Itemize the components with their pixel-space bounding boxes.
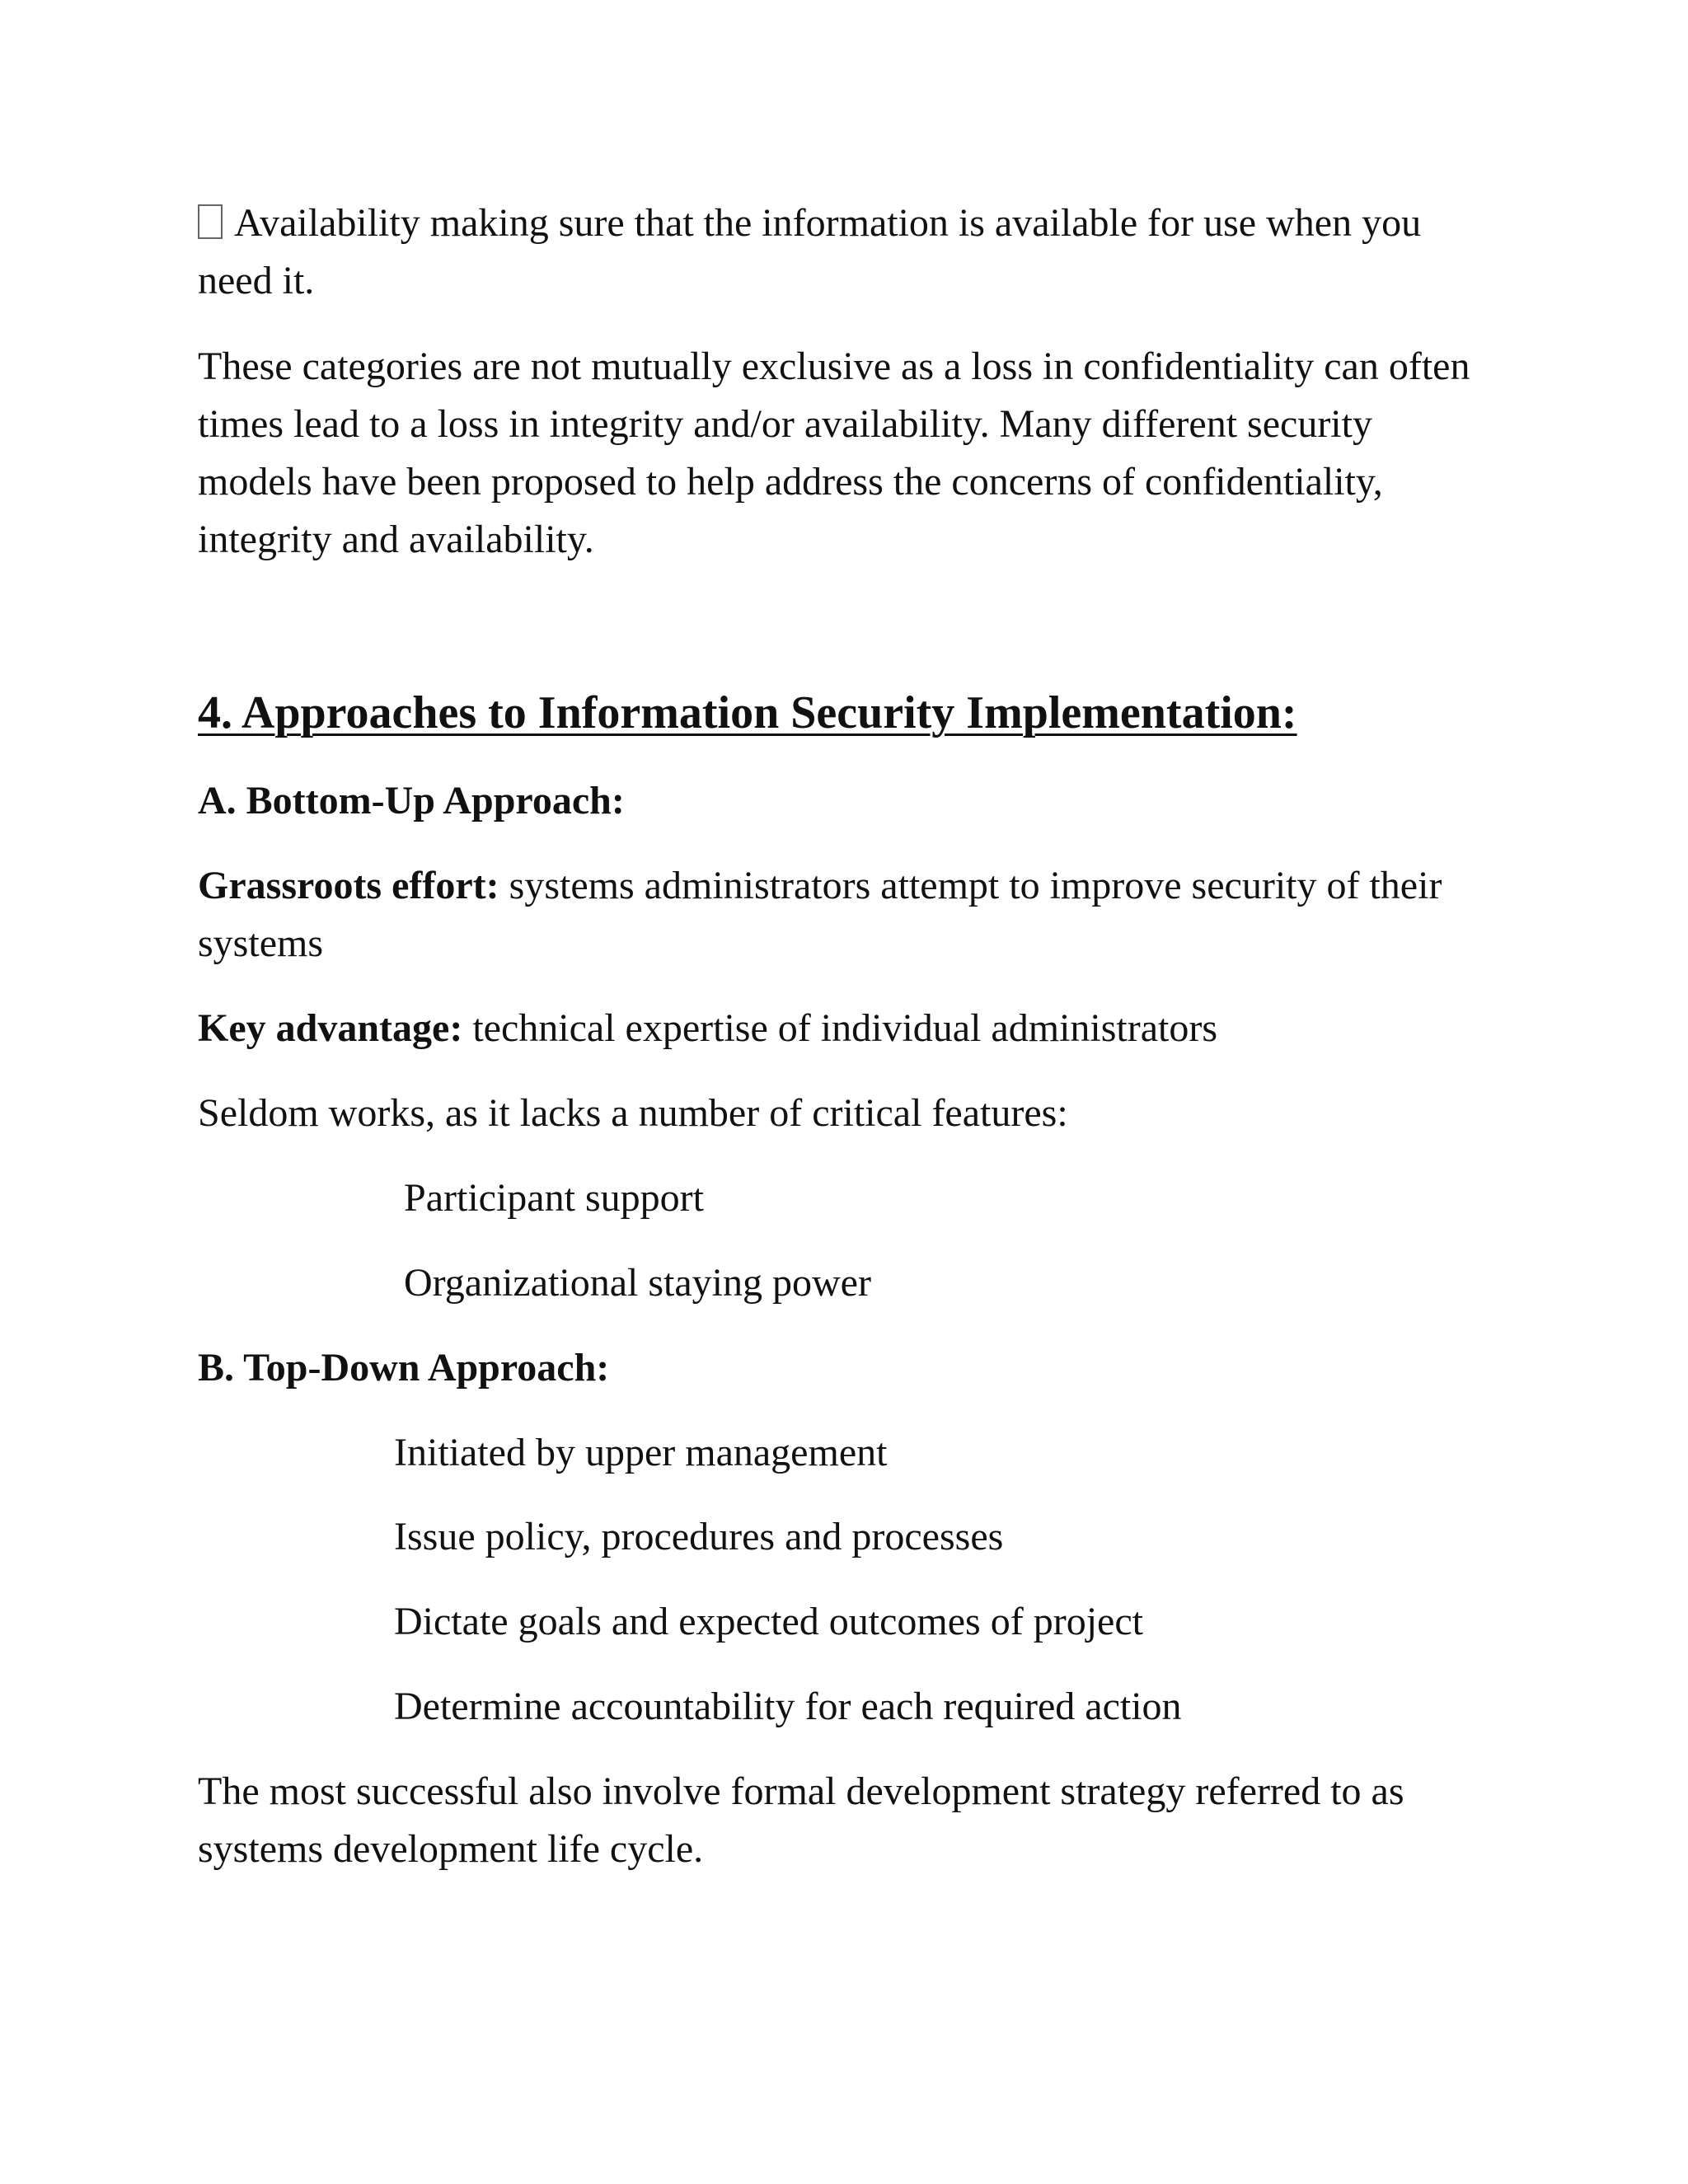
key-advantage-paragraph bbox=[198, 1000, 1484, 1057]
key-advantage-text: technical expertise of individual administrators bbox=[472, 1006, 1218, 1050]
grassroots-paragraph bbox=[198, 857, 1484, 972]
feature-item: Participant support bbox=[404, 1176, 704, 1220]
top-down-item: Initiated by upper management bbox=[394, 1431, 888, 1474]
closing-paragraph: The most successful also involve formal development strategy referred to as systems development life cycle. bbox=[198, 1769, 1404, 1871]
key-advantage-label: Key advantage: bbox=[198, 1006, 463, 1050]
top-down-item: Determine accountability for each required action bbox=[394, 1685, 1182, 1728]
availability-term: Availability bbox=[234, 201, 420, 245]
bottom-up-heading: A. Bottom-Up Approach: bbox=[198, 779, 625, 823]
top-down-heading: B. Top-Down Approach: bbox=[198, 1346, 610, 1390]
top-down-item: Issue policy, procedures and processes bbox=[394, 1515, 1004, 1558]
availability-bullet bbox=[198, 194, 1484, 310]
categories-paragraph: These categories are not mutually exclusive as a loss in confidentiality can often times lead to a loss in integrity and/or availability. Many different security models have been proposed to help address the concerns of confidentiality, integrity and availability. bbox=[198, 344, 1470, 561]
missing-glyph-bullet-icon bbox=[198, 204, 223, 239]
seldom-paragraph: Seldom works, as it lacks a number of critical features: bbox=[198, 1091, 1068, 1135]
top-down-item: Dictate goals and expected outcomes of project bbox=[394, 1600, 1143, 1643]
grassroots-label: Grassroots effort: bbox=[198, 864, 499, 907]
grassroots-text: systems administrators attempt to improve security of their systems bbox=[198, 864, 1442, 965]
availability-text: making sure that the information is available for use when you need it. bbox=[198, 201, 1422, 302]
feature-item: Organizational staying power bbox=[404, 1261, 871, 1305]
section-heading: 4. Approaches to Information Security Implementation: bbox=[198, 687, 1297, 738]
